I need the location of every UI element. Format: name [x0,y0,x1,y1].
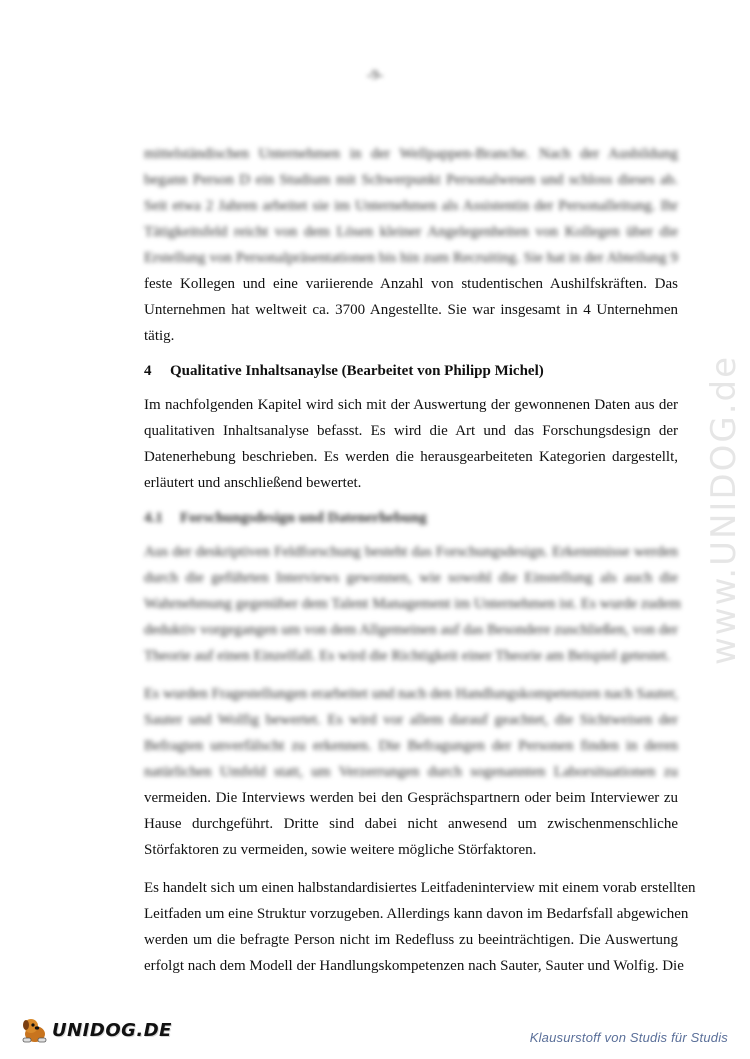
text-line: natürlichen Umfeld statt, um Verzerrungen durch sogenannten Laborsituationen zu [144,764,678,780]
text-line: durch die geführten Interviews gewonnen, wie sowohl die Einstellung als auch die [144,570,678,586]
text-line: begann Person D ein Studium mit Schwerpunkt Personalwesen und schloss dieses ab. [144,172,678,188]
section-heading-4 [144,363,678,380]
text-line: feste Kollegen und eine variierende Anzahl von studentischen Aushilfskräften. Das [144,276,678,292]
dog-mascot-icon [20,1016,50,1044]
text-line: Befragten unverfälscht zu erkennen. Die Befragungen der Personen finden in deren [144,738,678,754]
section-number: 4.1 [144,510,163,526]
footer-tagline: Klausurstoff von Studis für Studis [529,1030,728,1045]
unidog-logo[interactable] [20,1016,172,1044]
text-line: Es wurden Fragestellungen erarbeitet und nach den Handlungskompetenzen nach Sauter, [144,686,678,702]
text-line: deduktiv vorgegangen um von dem Allgemeinen auf das Besondere zuschließen, von der [144,622,678,638]
watermark: www.UNIDOG.de [704,354,744,666]
document-body [144,141,696,979]
text-line: Sauter und Wolfig bewertet. Es wird vor allem darauf geachtet, die Sichtweisen der [144,712,678,728]
text-line: erläutert und anschließend bewertet. [144,475,362,491]
text-line: Erstellung von Personalpräsentationen bis hin zum Recruiting. Sie hat in der Abteilung 9 [144,250,678,266]
paragraph-interviews [144,681,678,863]
page-number: -9- [366,68,384,83]
text-line: Datenerhebung beschrieben. Es werden die herausgearbeiteten Kategorien dargestellt, [144,449,678,465]
text-line: Störfaktoren zu vermeiden, sowie weitere mögliche Störfaktoren. [144,842,537,858]
paragraph-person-d [144,141,678,349]
text-line: Leitfaden um eine Struktur vorzugeben. Allerdings kann davon im Bedarfsfall abgewichen [144,906,689,922]
text-line: Im nachfolgenden Kapitel wird sich mit der Auswertung der gewonnenen Daten aus der [144,397,678,413]
paragraph-interview-type [144,875,696,979]
logo-text: UNIDOG.DE [52,1019,172,1041]
text-line: tätig. [144,328,175,344]
text-line: qualitativen Inhaltsanalyse befasst. Es wird die Art und das Forschungsdesign der [144,423,678,439]
section-heading-4-1 [144,510,678,527]
text-line: werden um die befragte Person nicht im Redefluss zu beeinträchtigen. Die Auswertung [144,932,678,948]
paragraph-research-design [144,539,681,669]
text-line: mittelständischen Unternehmen in der Wellpappen-Branche. Nach der Ausbildung [144,146,678,162]
section-number: 4 [144,363,152,379]
text-line: Unternehmen hat weltweit ca. 3700 Angestellte. Sie war insgesamt in 4 Unternehmen [144,302,678,318]
text-line: Es handelt sich um einen halbstandardisiertes Leitfadeninterview mit einem vorab erstellten [144,880,696,896]
paragraph-chapter-intro [144,392,678,496]
text-line: Aus der deskriptiven Feldforschung besteht das Forschungsdesign. Erkenntnisse werden [144,544,678,560]
text-line: Wahrnehmung gegenüber dem Talent Management im Unternehmen ist. Es wurde zudem [144,596,681,612]
text-line: erfolgt nach dem Modell der Handlungskompetenzen nach Sauter, Sauter und Wolfig. Die [144,958,684,974]
text-line: Hause durchgeführt. Dritte sind dabei nicht anwesend um zwischenmenschliche [144,816,678,832]
section-title: Forschungsdesign und Datenerhebung [180,510,427,526]
text-line: vermeiden. Die Interviews werden bei den Gesprächspartnern oder beim Interviewer zu [144,790,678,806]
text-line: Tätigkeitsfeld reicht von dem Lösen kleiner Angelegenheiten von Kollegen über die [144,224,678,240]
text-line: Theorie auf einen Einzelfall. Es wird die Richtigkeit einer Theorie am Beispiel getestet. [144,648,671,664]
section-title: Qualitative Inhaltsanaylse (Bearbeitet von Philipp Michel) [170,363,544,379]
text-line: Seit etwa 2 Jahren arbeitet sie im Unternehmen als Assistentin der Personalleitung. Ihr [144,198,678,214]
